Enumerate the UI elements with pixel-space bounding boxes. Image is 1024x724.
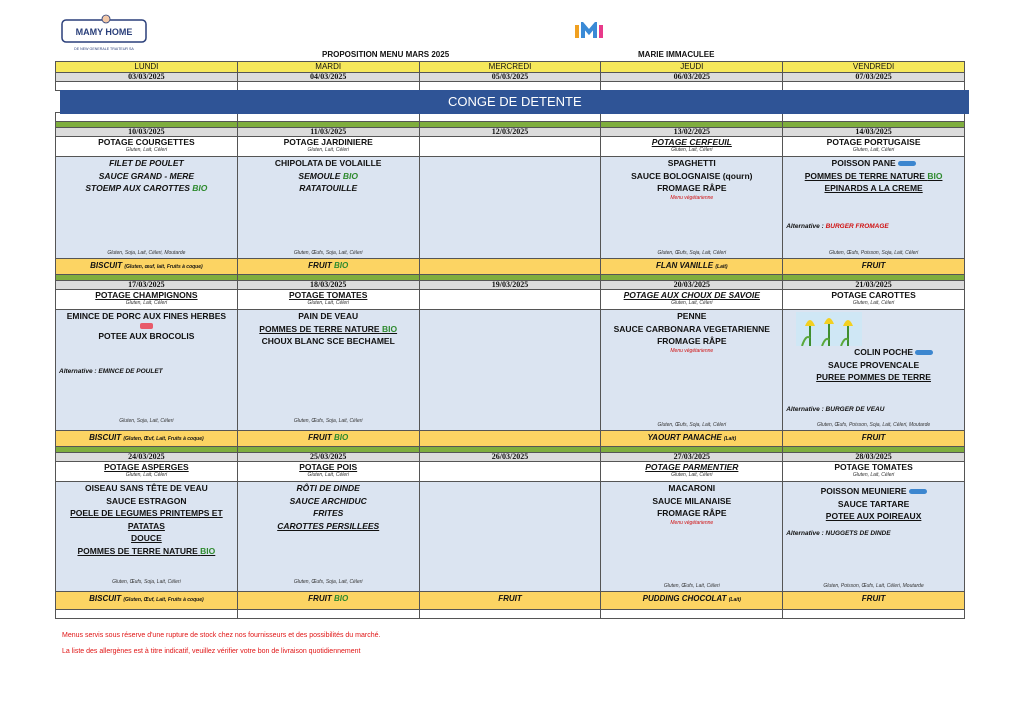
date-row — [56, 453, 965, 462]
soup-name: POTAGE CERFEUIL — [651, 137, 732, 147]
date-cell: 06/03/2025 — [601, 73, 783, 82]
date-cell: 24/03/2025 — [56, 453, 238, 462]
dessert-cell: BISCUIT (Gluten, œuf, lait, Fruits à coque) — [56, 259, 238, 275]
alternative-note: Alternative : BURGER DE VEAU — [786, 406, 885, 413]
dish: FROMAGE RÂPE — [657, 508, 727, 518]
soup-allergens: Gluten, Lait, Céleri — [307, 300, 349, 306]
soup-name: POTAGE CHAMPIGNONS — [95, 290, 198, 300]
soup-row — [56, 137, 965, 157]
school-name: MARIE IMMACULEE — [638, 50, 715, 59]
dessert-cell — [419, 259, 601, 275]
soup-allergens: Gluten, Lait, Céleri — [671, 472, 713, 478]
soup-cell — [419, 290, 601, 310]
dish-allergens: Gluten, Œufs, Soja, Lait, Céleri — [112, 579, 181, 585]
dish-allergens: Gluten, Soja, Lait, Céleri, Moutarde — [107, 250, 186, 256]
soup-cell — [783, 290, 965, 310]
dish: SAUCE TARTARE — [837, 498, 910, 509]
dish-allergens: Gluten, Œufs, Soja, Lait, Céleri — [293, 250, 363, 256]
soup-cell — [783, 462, 965, 482]
soup-cell — [783, 137, 965, 157]
dish: POTEE AUX POIREAUX — [825, 511, 922, 521]
imi-logo — [573, 22, 617, 40]
dessert-cell: BISCUIT (Gluten, Œuf, Lait, Fruits à coque) — [56, 592, 238, 610]
dessert-row — [56, 592, 965, 610]
dish-allergens: Gluten, Poisson, Œufs, Lait, Céleri, Moutarde — [823, 583, 924, 589]
allergen-disclaimer: La liste des allergènes est à titre indicatif, veuillez vérifier votre bon de livraison quotidiennement — [62, 648, 361, 655]
dish: POISSON MEUNIERE — [783, 485, 964, 498]
dessert-cell: FRUIT BIO — [237, 592, 419, 610]
bio-label: BIO — [192, 183, 208, 193]
date-cell: 18/03/2025 — [237, 281, 419, 290]
weekday-header-row — [56, 62, 965, 73]
fish-icon — [915, 350, 933, 355]
soup-allergens: Gluten, Lait, Céleri — [671, 300, 713, 306]
soup-cell — [56, 290, 238, 310]
soup-cell — [237, 462, 419, 482]
dessert-cell: PUDDING CHOCOLAT (Lait) — [601, 592, 783, 610]
main-cell — [419, 157, 601, 259]
dish: SAUCE ARCHIDUC — [289, 495, 367, 506]
day-mardi: MARDI — [237, 62, 419, 73]
dish-allergens: Gluten, Œufs, Soja, Lait, Céleri — [657, 250, 727, 256]
soup-name: POTAGE COURGETTES — [98, 137, 195, 147]
dish: FILET DE POULET — [109, 158, 184, 168]
soup-allergens: Gluten, Lait, Céleri — [125, 147, 168, 153]
dish: SAUCE BOLOGNAISE (qourn) — [631, 170, 753, 181]
bio-label: BIO — [342, 170, 358, 181]
dessert-cell: FLAN VANILLE (Lait) — [601, 259, 783, 275]
bio-label: BIO — [200, 545, 216, 556]
dish: EPINARDS A LA CREME — [824, 183, 923, 193]
soup-row — [56, 462, 965, 482]
alternative-note: Alternative : BURGER FROMAGE — [786, 223, 889, 230]
date-cell: 17/03/2025 — [56, 281, 238, 290]
date-cell: 07/03/2025 — [783, 73, 965, 82]
soup-cell — [56, 137, 238, 157]
dish: SAUCE PROVENCALE — [828, 359, 920, 370]
bio-label: BIO — [333, 261, 349, 270]
alternative-note: Alternative : EMINCE DE POULET — [59, 368, 163, 375]
date-cell: 13/02/2025 — [601, 128, 783, 137]
date-cell: 12/03/2025 — [419, 128, 601, 137]
dish: OISEAU SANS TÊTE DE VEAU — [84, 483, 208, 493]
soup-allergens: Gluten, Lait, Céleri — [671, 147, 713, 153]
soup-name: POTAGE PORTUGAISE — [826, 137, 921, 147]
soup-cell — [237, 137, 419, 157]
date-cell: 21/03/2025 — [783, 281, 965, 290]
main-cell — [56, 157, 238, 259]
fish-icon — [909, 489, 927, 494]
main-cell — [56, 482, 238, 592]
dish-allergens: Gluten, Œufs, Poisson, Soja, Lait, Céleri, Moutarde — [817, 422, 931, 428]
soup-cell — [601, 137, 783, 157]
mamy-home-logo — [60, 14, 148, 54]
dish: RATATOUILLE — [299, 183, 358, 193]
soup-name: POTAGE TOMATES — [834, 462, 913, 472]
fish-icon — [898, 161, 916, 166]
soup-name: POTAGE CAROTTES — [831, 290, 916, 300]
dish: PENNE — [677, 311, 707, 321]
dish: POISSON PANE — [783, 157, 964, 170]
main-cell — [237, 157, 419, 259]
dish: MACARONI — [668, 483, 716, 493]
main-cell — [601, 157, 783, 259]
soup-allergens: Gluten, Lait, Céleri — [125, 472, 168, 478]
main-cell — [237, 310, 419, 431]
pork-icon — [140, 323, 153, 329]
bio-label: BIO — [333, 433, 349, 442]
date-row — [56, 73, 965, 82]
soup-cell — [601, 462, 783, 482]
dish: POTEE AUX BROCOLIS — [98, 330, 195, 341]
day-jeudi: JEUDI — [601, 62, 783, 73]
soup-name: POTAGE ASPERGES — [104, 462, 189, 472]
main-cell — [783, 157, 965, 259]
soup-allergens: Gluten, Lait, Céleri — [852, 300, 895, 306]
dish: POMMES DE TERRE NATURE BIO — [259, 323, 398, 334]
dessert-cell: FRUIT — [783, 431, 965, 447]
menu-grid — [55, 61, 965, 619]
main-cell — [56, 310, 238, 431]
dish: EMINCE DE PORC AUX FINES HERBES — [66, 311, 227, 321]
dish: POMMES DE TERRE NATURE BIO — [77, 545, 216, 556]
main-course-row — [56, 482, 965, 592]
dish: SAUCE GRAND - MERE — [98, 170, 195, 181]
dish-allergens: Gluten, Œufs, Soja, Lait, Céleri — [293, 579, 363, 585]
dessert-row — [56, 259, 965, 275]
dish: SAUCE ESTRAGON — [106, 495, 187, 506]
date-cell: 20/03/2025 — [601, 281, 783, 290]
main-cell — [419, 482, 601, 592]
dish: PAIN DE VEAU — [298, 311, 359, 321]
soup-allergens: Gluten, Lait, Céleri — [307, 147, 349, 153]
soup-name: POTAGE JARDINIERE — [283, 137, 373, 147]
bio-label: BIO — [381, 323, 398, 334]
main-cell — [601, 310, 783, 431]
main-course-row — [56, 310, 965, 431]
date-cell: 26/03/2025 — [419, 453, 601, 462]
menu-title: PROPOSITION MENU MARS 2025 — [322, 50, 450, 59]
soup-cell — [419, 137, 601, 157]
date-cell: 19/03/2025 — [419, 281, 601, 290]
soup-cell — [56, 462, 238, 482]
dish-allergens: Gluten, Soja, Lait, Céleri — [119, 418, 174, 424]
dish: CAROTTES PERSILLEES — [277, 520, 380, 531]
dish: FROMAGE RÂPE — [657, 336, 727, 346]
imi-text: IMI — [611, 36, 613, 37]
soup-allergens: Gluten, Lait, Céleri — [852, 472, 895, 478]
soup-name: POTAGE TOMATES — [288, 290, 368, 300]
dish: SAUCE CARBONARA VEGETARIENNE — [613, 323, 770, 334]
soup-name: POTAGE PARMENTIER — [645, 462, 739, 472]
date-cell: 27/03/2025 — [601, 453, 783, 462]
dish: POMMES DE TERRE NATURE BIO — [804, 170, 943, 181]
alternative-note: Alternative : NUGGETS DE DINDE — [786, 530, 891, 537]
date-cell: 14/03/2025 — [783, 128, 965, 137]
soup-allergens: Gluten, Lait, Céleri — [307, 472, 349, 478]
main-cell — [419, 310, 601, 431]
main-cell — [783, 482, 965, 592]
soup-allergens: Gluten, Lait, Céleri — [852, 147, 895, 153]
vegetarian-note: Menu végétarienne — [670, 194, 714, 201]
logo-text: MAMY HOME — [75, 27, 133, 37]
day-vendredi: VENDREDI — [783, 62, 965, 73]
dessert-cell — [419, 431, 601, 447]
date-cell: 25/03/2025 — [237, 453, 419, 462]
date-cell: 03/03/2025 — [56, 73, 238, 82]
dish-allergens: Gluten, Œufs, Poisson, Soja, Lait, Céleri — [828, 250, 919, 256]
dish: RÔTI DE DINDE — [296, 483, 360, 493]
holiday-banner: CONGE DE DETENTE — [60, 90, 969, 114]
dish: SEMOULE BIO — [298, 170, 358, 181]
date-cell: 11/03/2025 — [237, 128, 419, 137]
date-cell: 04/03/2025 — [237, 73, 419, 82]
main-cell — [237, 482, 419, 592]
soup-cell — [237, 290, 419, 310]
date-row — [56, 281, 965, 290]
soup-cell — [601, 290, 783, 310]
stock-disclaimer: Menus servis sous réserve d'une rupture de stock chez nos fournisseurs et des possibilités du marché. — [62, 632, 381, 639]
dessert-cell: FRUIT — [419, 592, 601, 610]
logo-subtitle: DE NEW GENERALE TRAITEUR SA — [74, 47, 134, 51]
dish: DOUCE — [131, 533, 162, 543]
bio-label: BIO — [333, 594, 349, 603]
date-cell: 28/03/2025 — [783, 453, 965, 462]
main-cell — [783, 310, 965, 431]
soup-row — [56, 290, 965, 310]
dish-allergens: Gluten, Œufs, Soja, Lait, Céleri — [657, 422, 727, 428]
dessert-cell: FRUIT — [783, 592, 965, 610]
vegetarian-note: Menu végétarienne — [670, 347, 714, 354]
soup-name: POTAGE AUX CHOUX DE SAVOIE — [623, 290, 760, 300]
dish: FRITES — [313, 508, 344, 518]
tulips-illustration — [796, 312, 862, 346]
dish: STOEMP AUX CAROTTES BIO — [85, 183, 208, 193]
dish: FROMAGE RÂPE — [657, 183, 727, 193]
dessert-cell: YAOURT PANACHE (Lait) — [601, 431, 783, 447]
dessert-cell: FRUIT — [783, 259, 965, 275]
dish: COLIN POCHE — [783, 346, 964, 359]
dish: SPAGHETTI — [667, 158, 716, 168]
vegetarian-note: Menu végétarienne — [670, 519, 714, 526]
date-row — [56, 128, 965, 137]
dish: SAUCE MILANAISE — [652, 495, 732, 506]
soup-cell — [419, 462, 601, 482]
day-lundi: LUNDI — [56, 62, 238, 73]
dish-allergens: Gluten, Œufs, Lait, Céleri — [663, 583, 720, 589]
dish: POELE DE LEGUMES PRINTEMPS ET PATATAS — [70, 508, 223, 531]
dish: CHIPOLATA DE VOLAILLE — [274, 158, 382, 168]
dish: CHOUX BLANC SCE BECHAMEL — [261, 336, 395, 346]
bio-label: BIO — [927, 170, 943, 181]
dessert-cell: BISCUIT (Gluten, Œuf, Lait, Fruits à coque) — [56, 431, 238, 447]
dish: PUREE POMMES DE TERRE — [816, 372, 931, 382]
date-cell: 10/03/2025 — [56, 128, 238, 137]
dessert-cell: FRUIT BIO — [237, 431, 419, 447]
main-cell — [601, 482, 783, 592]
soup-name: POTAGE POIS — [299, 462, 358, 472]
date-cell: 05/03/2025 — [419, 73, 601, 82]
main-course-row — [56, 157, 965, 259]
soup-allergens: Gluten, Lait, Céleri — [125, 300, 168, 306]
dish-allergens: Gluten, Œufs, Soja, Lait, Céleri — [293, 418, 363, 424]
dessert-cell: FRUIT BIO — [237, 259, 419, 275]
dessert-row — [56, 431, 965, 447]
day-mercredi: MERCREDI — [419, 62, 601, 73]
